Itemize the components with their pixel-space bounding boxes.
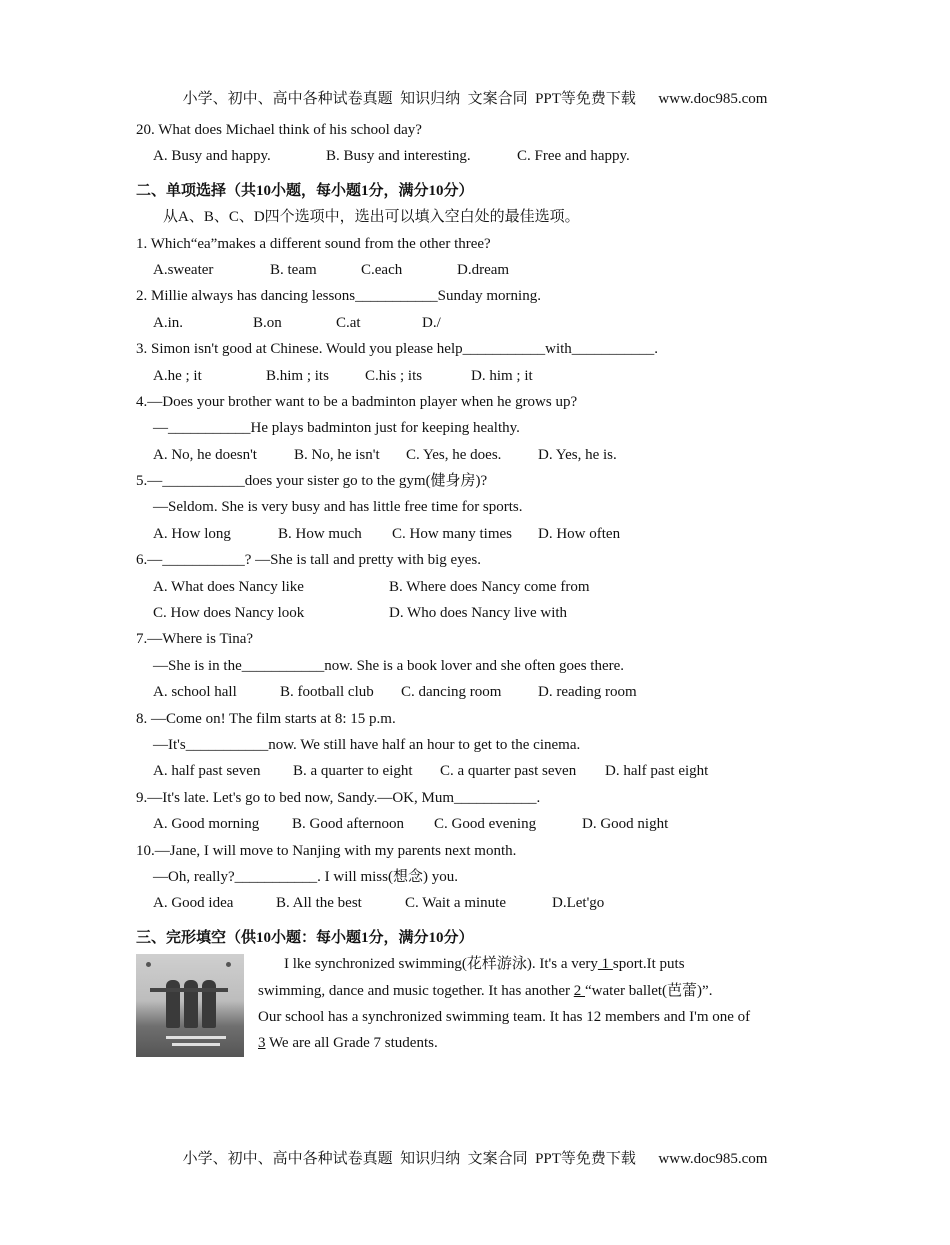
q10-option-d: D.Let'go (552, 895, 605, 912)
exam-content (136, 117, 826, 1057)
section3-body (136, 951, 826, 1057)
q5-question: 5.—___________does your sister go to the gym(健身房)? (136, 473, 488, 490)
blank-2: 2 (573, 982, 586, 999)
q20-option-b: B. Busy and interesting. (326, 148, 471, 165)
q20-question: 20. What does Michael think of his school day? (136, 122, 422, 138)
q8-option-c: C. a quarter past seven (440, 763, 577, 780)
q9-option-b: B. Good afternoon (292, 816, 405, 833)
q3-option-d: D. him ; it (471, 367, 533, 384)
q5-options (136, 521, 826, 547)
q20-option-c: C. Free and happy. (517, 148, 630, 165)
q3-question: 3. Simon isn't good at Chinese. Would you please help___________with___________. (136, 341, 659, 358)
q6-options-row2 (136, 600, 826, 626)
q8-question: 8. —Come on! The film starts at 8: 15 p.m. (136, 710, 396, 727)
cloze-line-1: I lke synchronized swimming(花样游泳). It's a very 1 sport.It puts (284, 956, 685, 973)
q4-question: 4.—Does your brother want to be a badminton player when he grows up? (136, 393, 578, 410)
q1-option-a: A.sweater (153, 261, 214, 278)
page-header: 小学、初中、高中各种试卷真题 知识归纳 文案合同 PPT等免费下载 www.doc985.com (182, 91, 768, 107)
q10-options (136, 890, 826, 916)
q4-reply: —___________He plays badminton just for keeping healthy. (153, 420, 520, 437)
q5-option-d: D. How often (538, 525, 621, 542)
section3-title: 三、完形填空（供10小题：每小题1分，满分10分） (136, 929, 474, 946)
q2-option-b: B.on (253, 314, 282, 331)
q10-option-b: B. All the best (276, 895, 362, 912)
q7-question: 7.—Where is Tina? (136, 631, 254, 648)
q6-option-c: C. How does Nancy look (153, 605, 305, 622)
q2-option-c: C.at (336, 314, 361, 331)
q5-option-c: C. How many times (392, 525, 512, 542)
q4-option-b: B. No, he isn't (294, 446, 380, 463)
cloze-line-2: swimming, dance and music together. It has another 2 “water ballet(芭蕾)”. (258, 982, 713, 999)
q1-option-c: C.each (361, 261, 403, 278)
q7-option-a: A. school hall (153, 684, 237, 701)
q9-option-c: C. Good evening (434, 816, 537, 833)
q8-options (136, 758, 826, 784)
q9-question: 9.—It's late. Let's go to bed now, Sandy.—OK, Mum___________. (136, 789, 541, 806)
q2-option-a: A.in. (153, 314, 183, 331)
q5-option-b: B. How much (278, 525, 362, 542)
q6-options-row1 (136, 574, 826, 600)
q6-option-b: B. Where does Nancy come from (389, 578, 590, 595)
q7-option-c: C. dancing room (401, 684, 502, 701)
q6-option-d: D. Who does Nancy live with (389, 605, 568, 622)
q9-options (136, 811, 826, 837)
q1-options (136, 257, 826, 283)
q7-options (136, 679, 826, 705)
q10-option-c: C. Wait a minute (405, 895, 507, 912)
q7-option-b: B. football club (280, 684, 374, 701)
q8-option-a: A. half past seven (153, 763, 261, 780)
q6-option-a: A. What does Nancy like (153, 578, 304, 595)
q2-question: 2. Millie always has dancing lessons___________Sunday morning. (136, 288, 541, 305)
blank-1: 1 (597, 956, 613, 973)
cloze-passage (244, 951, 750, 1057)
q7-reply: —She is in the___________now. She is a book lover and she often goes there. (153, 657, 625, 674)
section2-instruction: 从A、B、C、D四个选项中，选出可以填入空白处的最佳选项。 (163, 209, 580, 226)
q4-options (136, 442, 826, 468)
q5-reply: —Seldom. She is very busy and has little free time for sports. (153, 499, 523, 516)
q9-option-a: A. Good morning (153, 816, 260, 833)
q3-option-b: B.him ; its (266, 367, 329, 384)
page-footer: 小学、初中、高中各种试卷真题 知识归纳 文案合同 PPT等免费下载 www.doc985.com (182, 1151, 768, 1167)
q10-option-a: A. Good idea (153, 895, 234, 912)
synchronized-swimming-photo (136, 954, 244, 1057)
q5-option-a: A. How long (153, 525, 231, 542)
q3-option-c: C.his ; its (365, 367, 423, 384)
cloze-line-3: Our school has a synchronized swimming team. It has 12 members and I'm one of (258, 1008, 751, 1025)
q1-question: 1. Which“ea”makes a different sound from the other three? (136, 235, 491, 252)
q20-options (136, 143, 826, 169)
q8-option-b: B. a quarter to eight (293, 763, 413, 780)
q7-option-d: D. reading room (538, 684, 637, 701)
q8-reply: —It's___________now. We still have half an hour to get to the cinema. (153, 736, 581, 753)
q1-option-d: D.dream (457, 261, 510, 278)
q10-question: 10.—Jane, I will move to Nanjing with my parents next month. (136, 842, 517, 859)
q6-question: 6.—___________? —She is tall and pretty with big eyes. (136, 552, 481, 569)
blank-3: 3 (258, 1035, 266, 1052)
q2-option-d: D./ (422, 314, 441, 331)
q4-option-a: A. No, he doesn't (153, 446, 257, 463)
q4-option-c: C. Yes, he does. (406, 446, 502, 463)
q3-options (136, 363, 826, 389)
q20-option-a: A. Busy and happy. (153, 148, 271, 165)
section2-title: 二、单项选择（共10小题，每小题1分，满分10分） (136, 182, 474, 199)
q2-options (136, 310, 826, 336)
q8-option-d: D. half past eight (605, 763, 709, 780)
q3-option-a: A.he ; it (153, 367, 202, 384)
q4-option-d: D. Yes, he is. (538, 446, 617, 463)
q9-option-d: D. Good night (582, 816, 669, 833)
q10-reply: —Oh, really?___________. I will miss(想念) you. (153, 868, 458, 885)
cloze-line-4: 3 We are all Grade 7 students. (258, 1035, 438, 1052)
q1-option-b: B. team (270, 261, 317, 278)
